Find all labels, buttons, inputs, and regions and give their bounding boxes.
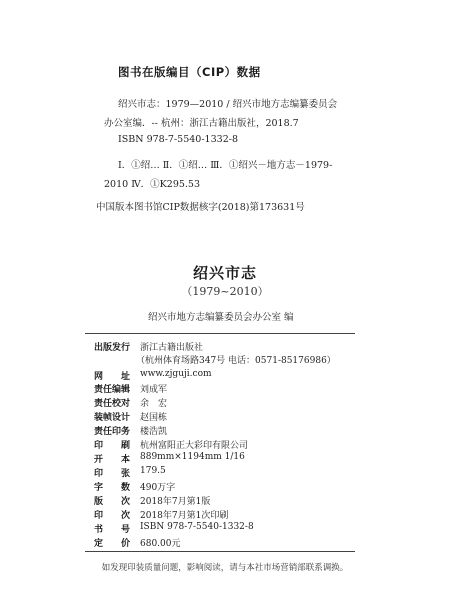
- editor-line: 绍兴市地方志编纂委员会办公室 编: [148, 312, 294, 323]
- cip-heading: 图书在版编目（CIP）数据: [118, 65, 261, 79]
- imprint-label-edition: 版 次: [94, 497, 131, 507]
- imprint-value-format: 889mm×1194mm 1/16: [140, 452, 245, 462]
- cip-line-record-number: 中国版本图书馆CIP数据核字(2018)第173631号: [96, 202, 305, 213]
- cip-line-classification: 2010 Ⅳ．①K295.53: [104, 179, 201, 190]
- imprint-value-isbn: ISBN 978-7-5540-1332-8: [140, 522, 254, 532]
- imprint-top-rule: [85, 333, 355, 334]
- imprint-value-price: 680.00元: [140, 539, 181, 549]
- imprint-label-printing: 印 次: [94, 511, 131, 521]
- imprint-value-editor: 刘成军: [140, 385, 168, 395]
- imprint-label-designer: 装帧设计: [94, 413, 131, 423]
- cip-line-isbn: ISBN 978-7-5540-1332-8: [118, 134, 238, 145]
- imprint-value-word-count: 490万字: [140, 483, 176, 493]
- imprint-label-print-manager: 责任印务: [94, 427, 131, 437]
- imprint-bottom-rule: [85, 551, 355, 552]
- book-subtitle: （1979~2010）: [181, 285, 269, 298]
- imprint-value-website: www.zjguji.com: [140, 369, 212, 379]
- cip-line-subject: Ⅰ．①绍… Ⅱ．①绍… Ⅲ．①绍兴－地方志－1979-: [118, 160, 333, 171]
- quality-notice: 如发现印装质量问题，影响阅读，请与本社市场营销部联系调换。: [101, 563, 349, 573]
- imprint-value-print-manager: 楼浩凯: [140, 427, 168, 437]
- imprint-label-word-count: 字 数: [94, 483, 131, 493]
- imprint-label-proofreader: 责任校对: [94, 399, 131, 409]
- cip-line-title: 绍兴市志：1979—2010 / 绍兴市地方志编纂委员会: [118, 99, 338, 110]
- imprint-label-printer: 印 刷: [94, 441, 131, 451]
- imprint-value-designer: 赵国栋: [140, 413, 168, 423]
- imprint-label-price: 定 价: [94, 539, 131, 549]
- book-title: 绍兴市志: [192, 264, 257, 282]
- imprint-value-edition: 2018年7月第1版: [140, 497, 211, 507]
- imprint-value-proofreader: 余 宏: [140, 399, 168, 409]
- imprint-label-sheets: 印 张: [94, 469, 131, 479]
- imprint-label-format: 开 本: [94, 455, 131, 465]
- imprint-label-publisher: 出版发行: [94, 343, 131, 353]
- imprint-label-website: 网 址: [94, 372, 131, 382]
- imprint-value-printing: 2018年7月第1次印刷: [140, 511, 229, 521]
- imprint-value-sheets: 179.5: [140, 466, 166, 476]
- imprint-value-address: （杭州体育场路347号 电话：0571-85176986）: [136, 356, 336, 366]
- imprint-value-printer: 杭州富阳正大彩印有限公司: [140, 441, 249, 451]
- imprint-value-publisher: 浙江古籍出版社: [140, 343, 204, 353]
- cip-line-publisher: 办公室编．-- 杭州：浙江古籍出版社，2018.7: [104, 118, 299, 129]
- imprint-label-isbn: 书 号: [94, 525, 131, 535]
- imprint-label-editor: 责任编辑: [94, 385, 131, 395]
